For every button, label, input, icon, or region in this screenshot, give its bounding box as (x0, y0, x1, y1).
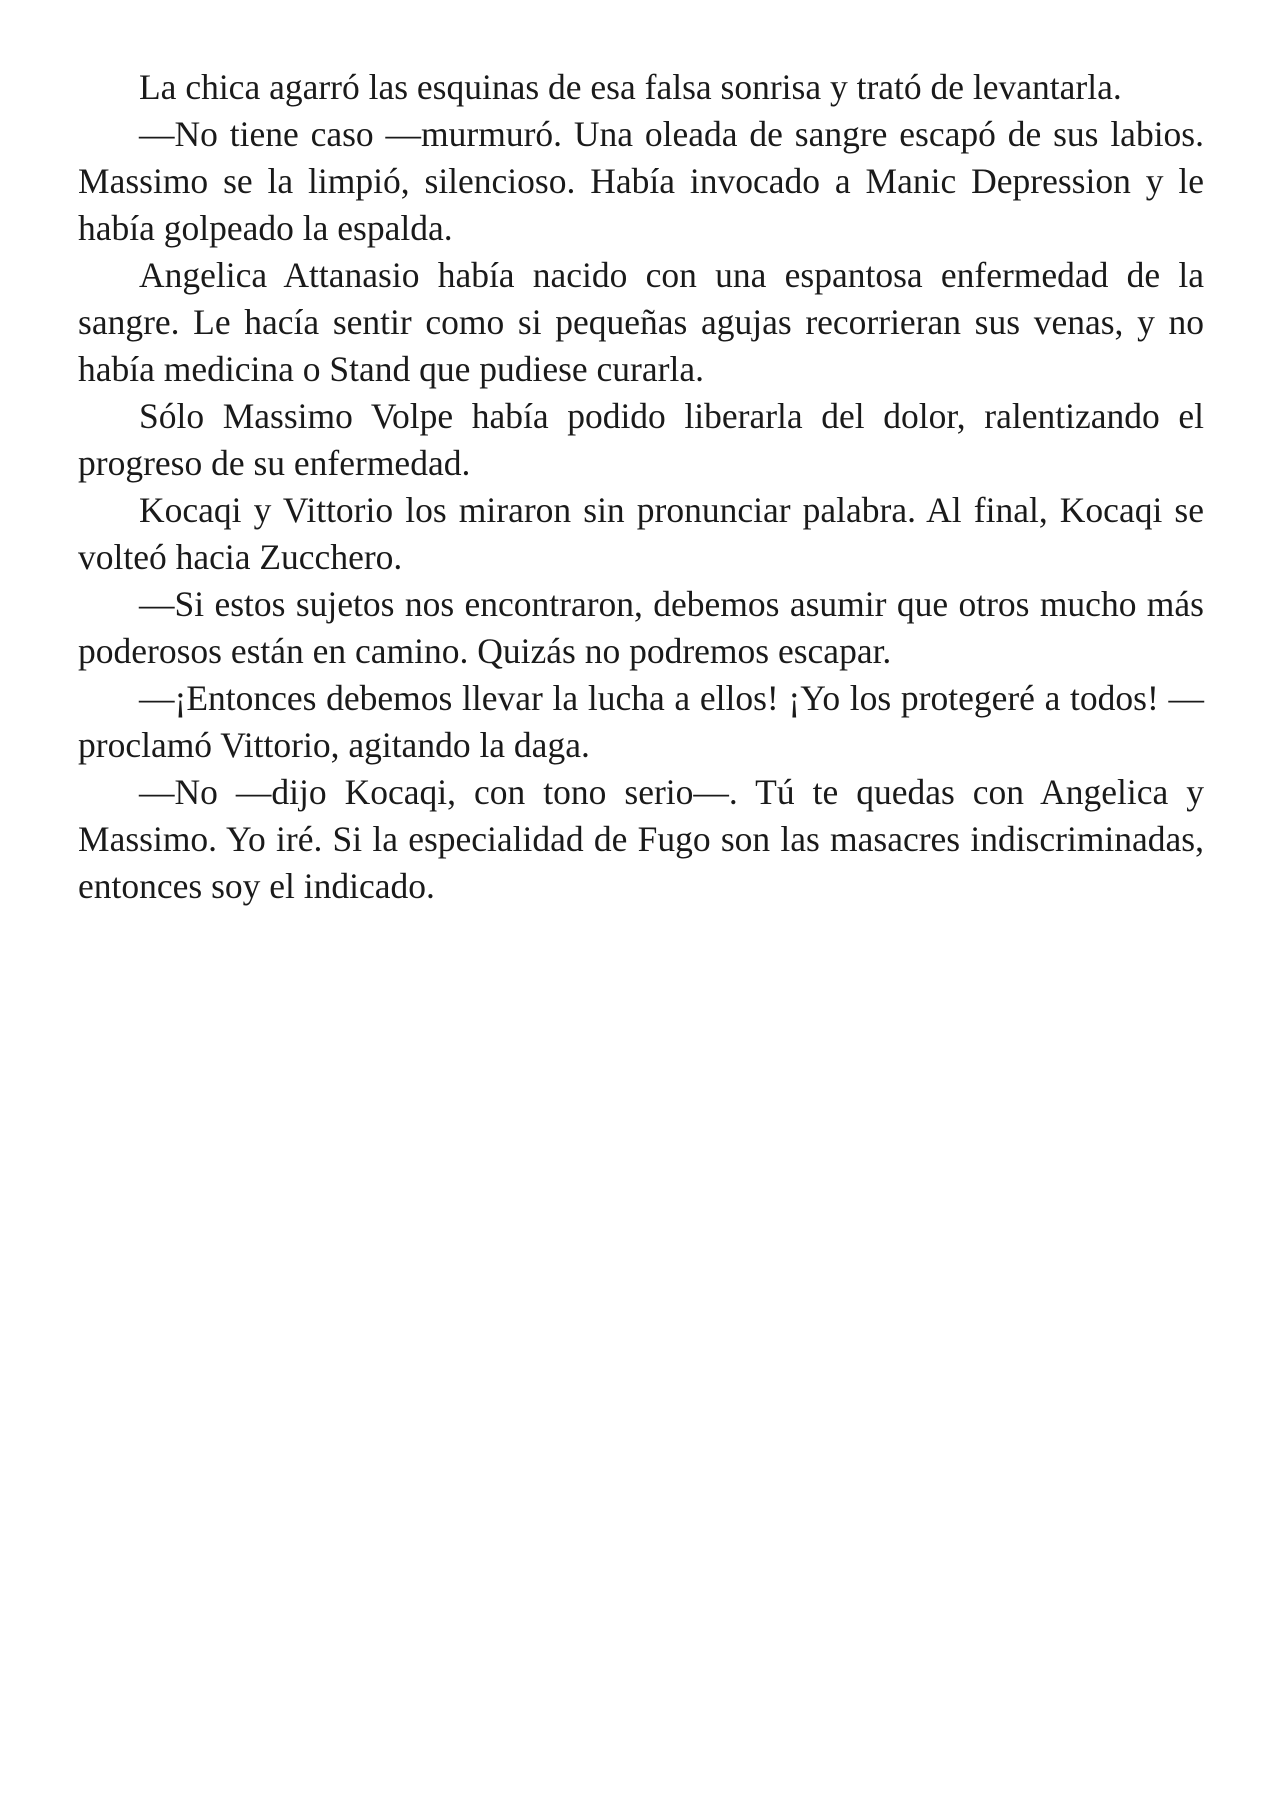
paragraph: La chica agarró las esquinas de esa falsa sonrisa y trató de levantarla. (139, 67, 1122, 107)
paragraph: —No tiene caso —murmuró. Una oleada de sangre escapó de sus labios. Massimo se la limpió, silencioso. Había invocado a Manic Depression y le había golpeado la espalda. (78, 114, 1204, 248)
paragraph: —No —dijo Kocaqi, con tono serio—. Tú te quedas con Angelica y Massimo. Yo iré. Si la especialidad de Fugo son las masacres indiscriminadas, entonces soy el indicado. (78, 772, 1204, 906)
paragraph: Kocaqi y Vittorio los miraron sin pronunciar palabra. Al final, Kocaqi se volteó hacia Zucchero. (78, 490, 1204, 577)
paragraph: —¡Entonces debemos llevar la lucha a ellos! ¡Yo los protegeré a todos! —proclamó Vittorio, agitando la daga. (78, 678, 1204, 765)
body-text (78, 64, 1204, 910)
paragraph: Sólo Massimo Volpe había podido liberarla del dolor, ralentizando el progreso de su enfermedad. (78, 396, 1204, 483)
paragraph: —Si estos sujetos nos encontraron, debemos asumir que otros mucho más poderosos están en camino. Quizás no podremos escapar. (78, 584, 1204, 671)
paragraph: Angelica Attanasio había nacido con una espantosa enfermedad de la sangre. Le hacía sentir como si pequeñas agujas recorrieran sus venas, y no había medicina o Stand que pudiese curarla. (78, 255, 1204, 389)
